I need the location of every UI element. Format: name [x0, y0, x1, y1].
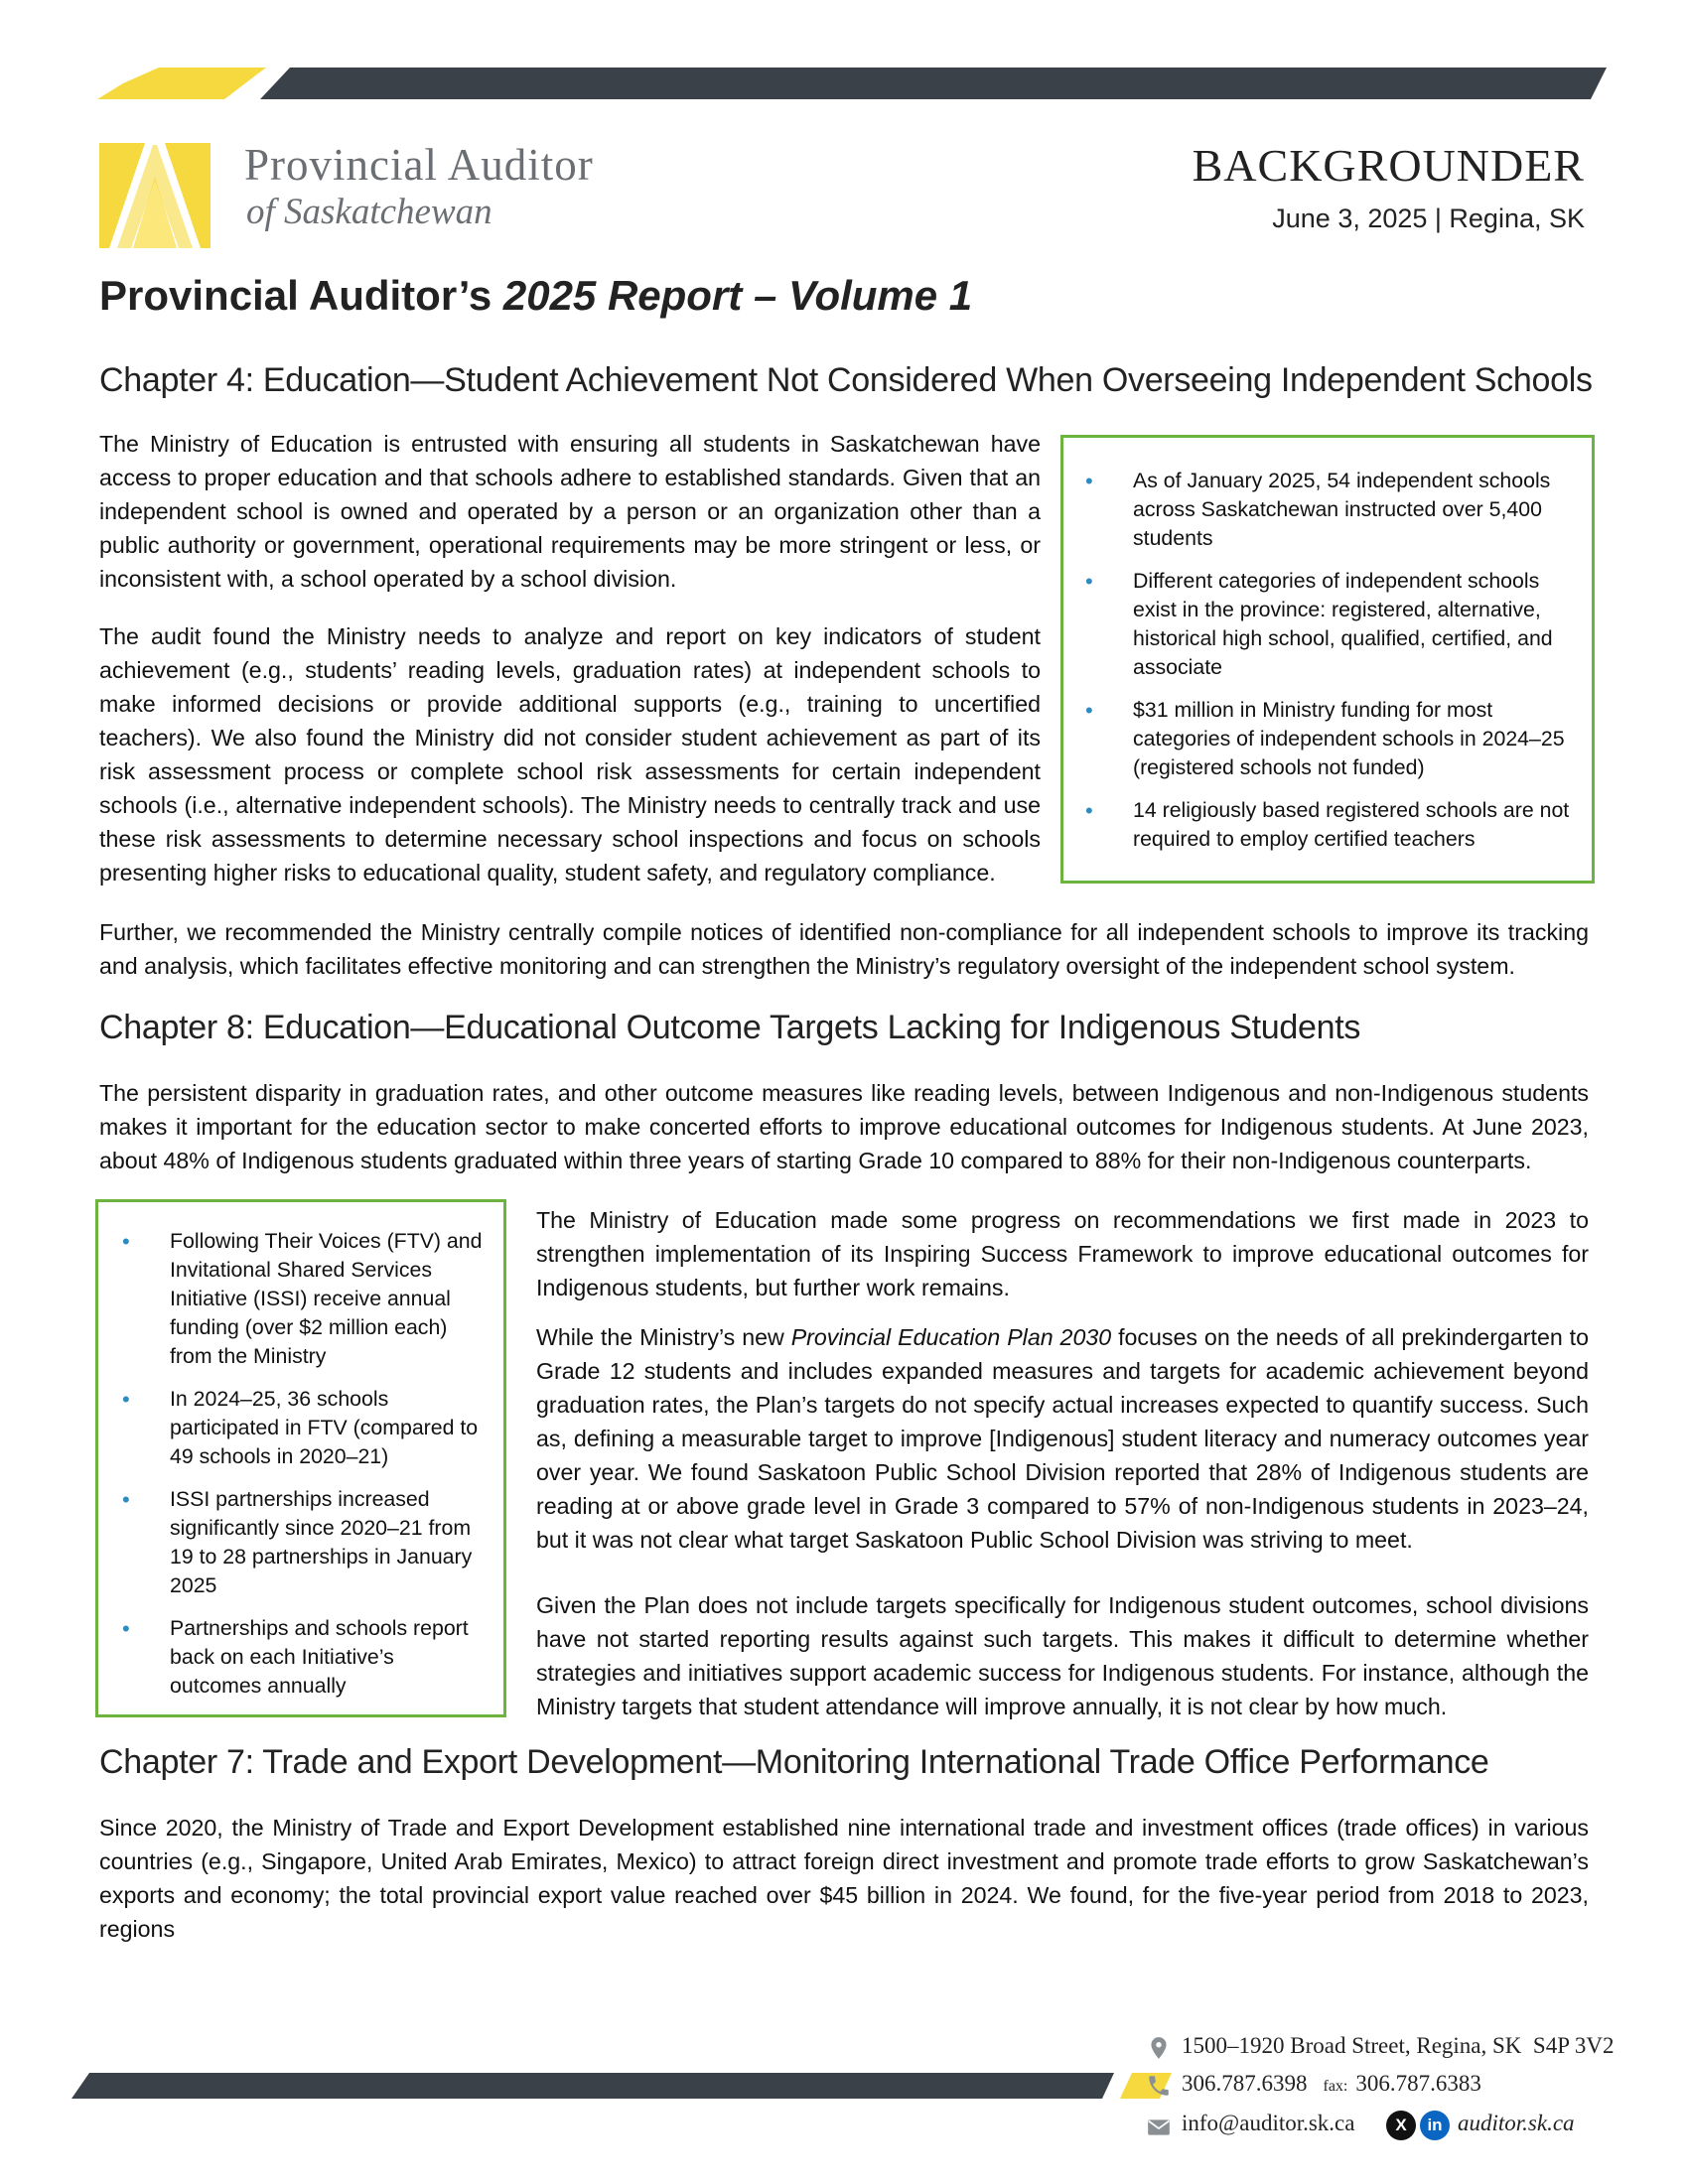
chapter8-facts-box	[95, 1199, 506, 1717]
date-location: June 3, 2025 | Regina, SK	[1272, 204, 1585, 233]
chapter4-heading: Chapter 4: Education—Student Achievement Not Considered When Overseeing Independent Schools	[99, 361, 1593, 399]
chapter4-paragraph-2: The audit found the Ministry needs to analyze and report on key indicators of student achievement (e.g., students’ reading levels, graduation rates) at independent schools to make informed decisions or provide additional supports (e.g., training to uncertified teachers). We also found the Ministry did not consider student achievement as part of its risk assessment process or complete school risk assessments for certain independent schools (i.e., alternative independent schools). The Ministry needs to centrally track and use these risk assessments to determine necessary school inspections and focus on schools presenting higher risks to educational quality, student safety, and regulatory compliance.	[99, 623, 1041, 886]
plan-title: Provincial Education Plan 2030	[790, 1324, 1112, 1350]
auditor-logo	[95, 137, 214, 248]
chapter8-p3-pre: While the Ministry’s new	[536, 1324, 791, 1350]
linkedin-icon[interactable]: in	[1420, 2111, 1450, 2140]
header-band	[0, 0, 1688, 109]
chapter8-paragraph-2: The Ministry of Education made some progress on recommendations we first made in 2023 to strengthen implementation of its Inspiring Success Framework to improve educational outcomes for Indigenous students, but further work remains.	[536, 1207, 1589, 1300]
phone-icon	[1146, 2073, 1172, 2099]
chapter8-paragraph-1: The persistent disparity in graduation rates, and other outcome measures like reading levels, between Indigenous and non-Indigenous students makes it important for the education sector to make concerted efforts to improve educational outcomes for Indigenous students. At June 2023, about 48% of Indigenous students graduated within three years of starting Grade 10 compared to 88% for their non-Indigenous counterparts.	[99, 1080, 1589, 1173]
chapter4-paragraph-1: The Ministry of Education is entrusted with ensuring all students in Saskatchewan have access to proper education and that schools adhere to established standards. Given that an independent school is owned and operated by a person or an organization other than a public authority or government, operational requirements may be more stringent or less, or inconsistent with, a school operated by a school division.	[99, 431, 1041, 592]
footer-website[interactable]: auditor.sk.ca	[1458, 2111, 1575, 2135]
report-title	[99, 272, 972, 320]
postal-code: S4P 3V2	[1532, 2033, 1615, 2058]
chapter7-paragraph-1: Since 2020, the Ministry of Trade and Export Development established nine international trade and investment offices (trade offices) in various countries (e.g., Singapore, United Arab Emirates, Mexico) to attract foreign direct investment and promote trade efforts to grow Saskatchewan’s exports and economy; the total provincial export value reached over $45 billion in 2024. We found, for the five-year period from 2018 to 2023, regions	[99, 1815, 1589, 1942]
document-type: BACKGROUNDER	[1192, 140, 1585, 191]
org-subname: of Saskatchewan	[246, 192, 492, 232]
fact-item: • Following Their Voices (FTV) and Invitational Shared Services Initiative (ISSI) receive annual funding (over $2 million each) from the Ministry	[170, 1227, 490, 1371]
address-text: 1500–1920 Broad Street, Regina, SK	[1182, 2033, 1522, 2058]
fact-item: • $31 million in Ministry funding for most categories of independent schools in 2024–25 (registered schools not funded)	[1133, 696, 1570, 782]
report-title-main: Provincial Auditor’s	[99, 272, 503, 319]
chapter8-facts-list	[170, 1227, 490, 1714]
chapter4-facts-list	[1133, 467, 1570, 868]
x-social-icon[interactable]: X	[1386, 2111, 1416, 2140]
chapter8-paragraph-4: Given the Plan does not include targets specifically for Indigenous student outcomes, school divisions have not started reporting results against such targets. This makes it difficult to determine whether strategies and initiatives support academic success for Indigenous students. For instance, although the Ministry targets that student attendance will improve annually, it is not clear by how much.	[536, 1592, 1589, 1719]
location-pin-icon	[1146, 2035, 1172, 2061]
report-title-italic: 2025 Report – Volume 1	[502, 272, 973, 319]
header-band-dark	[260, 68, 1607, 99]
chapter4-paragraph-3: Further, we recommended the Ministry centrally compile notices of identified non-compliance for all independent schools to improve its tracking and analysis, which facilitates effective monitoring and can strengthen the Ministry’s regulatory oversight of the independent school system.	[99, 919, 1589, 979]
footer-phone	[1182, 2071, 1481, 2097]
header-band-yellow	[97, 68, 266, 99]
fact-item: • As of January 2025, 54 independent schools across Saskatchewan instructed over 5,400 students	[1133, 467, 1570, 553]
chapter8-heading: Chapter 8: Education—Educational Outcome Targets Lacking for Indigenous Students	[99, 1009, 1361, 1046]
fact-item: • Different categories of independent schools exist in the province: registered, alternative, historical high school, qualified, certified, and associate	[1133, 567, 1570, 682]
fax-label: fax:	[1323, 2078, 1348, 2095]
chapter4-facts-box	[1060, 435, 1595, 884]
chapter8-paragraph-3	[536, 1320, 1589, 1557]
footer-address	[1182, 2033, 1615, 2059]
footer-email[interactable]: info@auditor.sk.ca	[1182, 2111, 1355, 2135]
fact-item: • 14 religiously based registered schools are not required to employ certified teachers	[1133, 796, 1570, 854]
fact-item: • In 2024–25, 36 schools participated in FTV (compared to 49 schools in 2020–21)	[170, 1385, 490, 1471]
fact-item: • ISSI partnerships increased significantly since 2020–21 from 19 to 28 partnerships in January 2025	[170, 1485, 490, 1600]
email-icon	[1146, 2115, 1172, 2140]
footer-band-dark	[71, 2073, 1114, 2099]
phone-number: 306.787.6398	[1182, 2071, 1308, 2096]
org-name: Provincial Auditor	[244, 140, 594, 190]
fax-number: 306.787.6383	[1355, 2071, 1481, 2096]
chapter8-p3-post: focuses on the needs of all prekindergarten to Grade 12 students and includes expanded measures and targets for academic achievement beyond graduation rates, the Plan’s targets do not specify actual increases expected to quantify success. Such as, defining a measurable target to improve [Indigenous] student literacy and numeracy outcomes year over year. We found Saskatoon Public School Division reported that 28% of Indigenous students are reading at or above grade level in Grade 3 compared to 57% of non-Indigenous students in 2023–24, but it was not clear what target Saskatoon Public School Division was striving to meet.	[536, 1324, 1590, 1553]
fact-item: • Partnerships and schools report back on each Initiative’s outcomes annually	[170, 1614, 490, 1701]
chapter7-heading: Chapter 7: Trade and Export Development—Monitoring International Trade Office Performance	[99, 1743, 1489, 1781]
